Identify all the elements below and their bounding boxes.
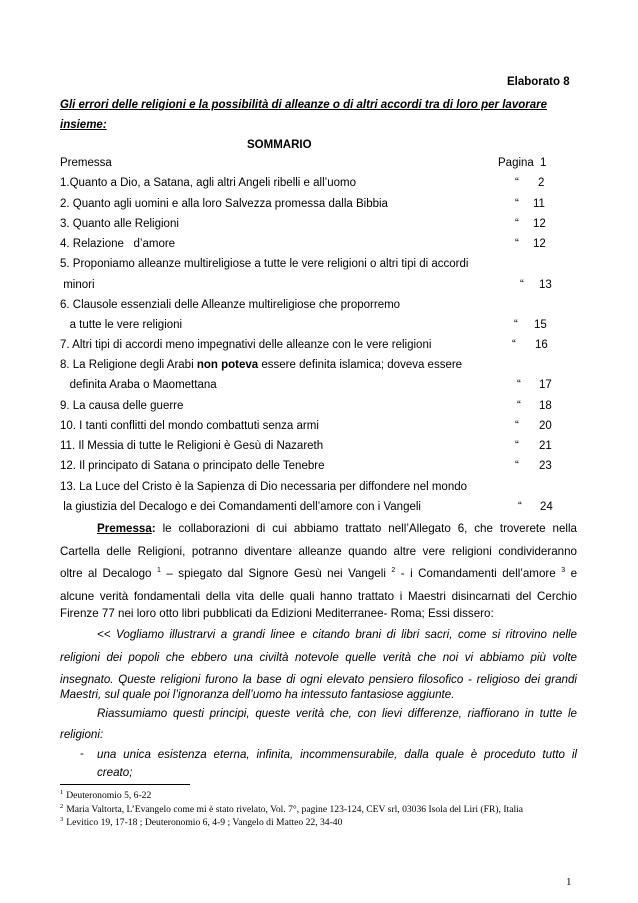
toc-ditto: “	[512, 339, 516, 351]
toc-label: 2. Quanto agli uomini e alla loro Salvezza promessa dalla Bibbia	[60, 198, 388, 210]
toc-page: 2	[538, 177, 545, 189]
toc-page: 21	[539, 440, 552, 452]
toc-label: 4. Relazione d’amore	[60, 238, 176, 250]
toc-row	[60, 458, 580, 474]
premessa-paragraph-line: Cartella delle Religioni, potranno diventare alleanze quando altre vere religioni condivideranno	[60, 545, 577, 558]
toc-ditto: “	[515, 238, 519, 250]
toc-ditto: “	[515, 198, 519, 210]
toc-page: 16	[535, 339, 548, 351]
toc-ditto: “	[517, 379, 521, 391]
toc-row	[60, 175, 580, 191]
toc-row	[60, 277, 580, 293]
toc-label: 3. Quanto alle Religioni	[60, 218, 179, 230]
toc-row	[60, 256, 580, 272]
toc-label: a tutte le vere religioni	[60, 319, 183, 331]
toc-page: 12	[533, 238, 546, 250]
page-number: 1	[566, 876, 572, 888]
quote-line: Maestri, sul quale poi l’ignoranza dell’uomo ha intessuto fantasiose aggiunte.	[60, 688, 455, 701]
quote-line: religioni dei popoli che ebbero una civiltà notevole quelle verità che noi vi abbiamo più volte	[60, 651, 577, 664]
toc-label: 5. Proponiamo alleanze multireligiose a tutte le vere religioni o altri tipi di accordi	[60, 258, 469, 270]
toc-row	[60, 357, 580, 373]
toc-row	[60, 438, 580, 454]
toc-page: 11	[533, 198, 545, 210]
toc-page: 1	[540, 157, 547, 169]
toc-label: 1.Quanto a Dio, a Satana, agli altri Angeli ribelli e all’uomo	[60, 177, 356, 189]
toc-ditto: “	[520, 279, 524, 291]
footnote: $^3$ Levitico 19, 17-18 ; Deuteronomio 6, 4-9 ; Vangelo di Matteo 22, 34-40	[60, 815, 343, 828]
toc-ditto: “	[515, 177, 519, 189]
footnote: $^2$ Maria Valtorta, L’Evangelo come mi è stato rivelato, Vol. 7°, pagine 123-124, CEV srl, 03036 Isola del Liri (FR), Italia	[60, 802, 524, 815]
toc-row	[60, 297, 580, 313]
doc-title-line-1: Gli errori delle religioni e la possibilità di alleanze o di altri accordi tra di loro per lavorare	[60, 99, 547, 111]
toc-page: 20	[539, 420, 552, 432]
toc-row	[60, 196, 580, 212]
toc-ditto: “	[515, 420, 519, 432]
toc-label: 8. La Religione degli Arabi non poteva essere definita islamica; doveva essere	[60, 359, 463, 371]
toc-label: 9. La causa delle guerre	[60, 400, 184, 412]
toc-row-premessa	[60, 155, 580, 171]
quote-line: religioni:	[60, 728, 104, 741]
premessa-paragraph-line: alcune verità fondamentali della vita delle quali hanno trattato i Maestri disincarnati del Cerchio	[60, 590, 577, 603]
footnote-ref: 2	[391, 567, 396, 575]
footnote-ref: 3	[561, 567, 566, 575]
toc-label: Premessa	[60, 157, 112, 169]
toc-label: 6. Clausole essenziali delle Alleanze multireligiose che proporremo	[60, 299, 401, 311]
premessa-paragraph-line: Premessa: le collaborazioni di cui abbiamo trattato nell’Allegato 6, che troverete nella	[97, 522, 577, 535]
toc-row	[60, 418, 580, 434]
quote-line: Riassumiamo questi principi, queste verità che, con lievi differenze, riaffiorano in tutte le	[97, 707, 577, 720]
toc-page: 12	[533, 218, 546, 230]
toc-label: 13. La Luce del Cristo è la Sapienza di Dio necessaria per diffondere nel mondo	[60, 481, 468, 493]
toc-page: 15	[534, 319, 547, 331]
quote-line: insegnato. Queste religioni furono la base di ogni elevato pensiero filosofico - religioso dei grandi	[60, 673, 577, 686]
toc-row	[60, 398, 580, 414]
toc-ditto: “	[517, 400, 521, 412]
toc-label: 7. Altri tipi di accordi meno impegnativi delle alleanze con le vere religioni	[60, 339, 432, 351]
doc-label: Elaborato 8	[507, 76, 570, 88]
toc-ditto: “	[518, 501, 522, 513]
toc-ditto: “	[515, 440, 519, 452]
toc-row	[60, 499, 580, 515]
toc-ditto: “	[514, 319, 518, 331]
footnote-ref: 1	[156, 567, 161, 575]
bullet-dash: -	[80, 747, 84, 760]
sommario-heading: SOMMARIO	[247, 139, 312, 151]
footnote: $^1$ Deuteronomio 5, 6-22	[60, 788, 152, 801]
toc-ditto: “	[515, 460, 519, 472]
doc-title-line-2: insieme:	[60, 119, 107, 131]
toc-label: minori	[60, 279, 95, 291]
premessa-paragraph-line: Firenze 77 nei loro otto libri pubblicati da Edizioni Mediterranee- Roma; Essi dissero:	[60, 607, 494, 620]
toc-row	[60, 236, 580, 252]
toc-page: 24	[540, 501, 553, 513]
bullet-text-line: creato;	[97, 766, 133, 779]
toc-page: 13	[539, 279, 552, 291]
toc-label: la giustizia del Decalogo e dei Comandamenti dell’amore con i Vangeli	[60, 501, 421, 513]
toc-row	[60, 216, 580, 232]
bullet-text-line: una unica esistenza eterna, infinita, incommensurabile, dalla quale è proceduto tutto il	[97, 748, 577, 761]
toc-row	[60, 479, 580, 495]
toc-row	[60, 317, 580, 333]
premessa-heading: Premessa	[97, 522, 152, 535]
toc-page: 17	[539, 379, 552, 391]
toc-label: 12. Il principato di Satana o principato delle Tenebre	[60, 460, 325, 472]
footnote-separator	[60, 784, 190, 785]
toc-page: 18	[539, 400, 552, 412]
premessa-paragraph-line: oltre al Decalogo $^1$ – spiegato dal Signore Gesù nei Vangeli $^2$ - i Comandamenti dell’amore $^3$ e	[60, 567, 578, 580]
toc-row	[60, 337, 580, 353]
toc-ditto: “	[515, 218, 519, 230]
toc-label: 11. Il Messia di tutte le Religioni è Gesù di Nazareth	[60, 440, 324, 452]
toc-page: 23	[539, 460, 552, 472]
toc-row	[60, 377, 580, 393]
toc-label: 10. I tanti conflitti del mondo combattuti senza armi	[60, 420, 319, 432]
toc-label: definita Araba o Maomettana	[60, 379, 217, 391]
quote-line: << Vogliamo illustrarvi a grandi linee e citando brani di libri sacri, come si ritrovino nelle	[97, 628, 577, 641]
toc-pagina-label: Pagina	[498, 157, 534, 169]
